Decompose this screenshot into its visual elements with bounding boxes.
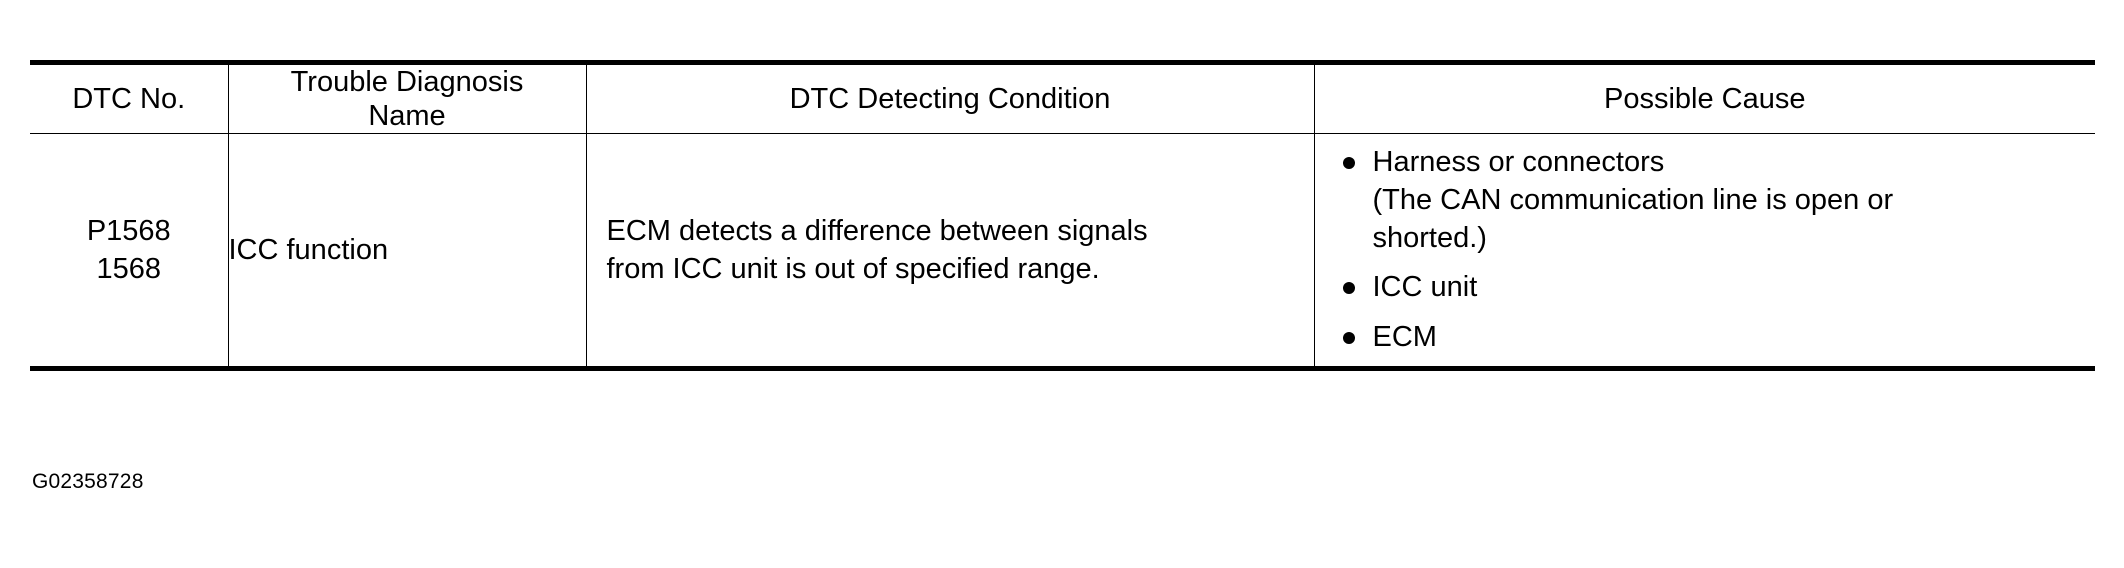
dtc-table	[30, 60, 2095, 371]
possible-cause-text: ECM	[1372, 320, 1437, 353]
list-item	[1339, 144, 2086, 257]
detecting-condition-text	[587, 212, 1314, 289]
detecting-condition-line2: from ICC unit is out of specified range.	[606, 253, 1100, 286]
list-item	[1339, 319, 2086, 357]
possible-cause-subtext-line2: shorted.)	[1372, 221, 1487, 254]
column-header-trouble-diagnosis-name-line2: Name	[368, 100, 446, 133]
column-header-trouble-diagnosis-name-line1: Trouble Diagnosis	[290, 66, 524, 98]
list-item	[1339, 269, 2086, 307]
possible-cause-text: ICC unit	[1372, 271, 1478, 304]
possible-cause-subtext-line1: (The CAN communication line is open or	[1372, 183, 1894, 216]
dtc-no-primary: P1568	[86, 215, 171, 248]
column-header-possible-cause: Possible Cause	[1314, 63, 2095, 134]
bullet-icon	[1343, 332, 1355, 344]
cell-dtc-detecting-condition	[586, 134, 1314, 369]
cell-possible-cause	[1314, 134, 2095, 369]
dtc-no-secondary: 1568	[96, 253, 161, 286]
cell-trouble-diagnosis-name: ICC function	[228, 134, 586, 369]
bullet-icon	[1343, 282, 1355, 294]
possible-cause-list	[1315, 144, 2096, 356]
detecting-condition-line1: ECM detects a difference between signals	[606, 215, 1148, 248]
dtc-table-container	[30, 60, 2095, 371]
figure-id-label: G02358728	[32, 470, 144, 493]
column-header-dtc-no: DTC No.	[30, 63, 228, 134]
column-header-dtc-detecting-condition: DTC Detecting Condition	[586, 63, 1314, 134]
bullet-icon	[1343, 157, 1355, 169]
table-header-row	[30, 63, 2095, 134]
cell-dtc-no	[30, 134, 228, 369]
possible-cause-text: Harness or connectors	[1372, 146, 1665, 179]
column-header-trouble-diagnosis-name	[228, 63, 586, 134]
table-row	[30, 134, 2095, 369]
